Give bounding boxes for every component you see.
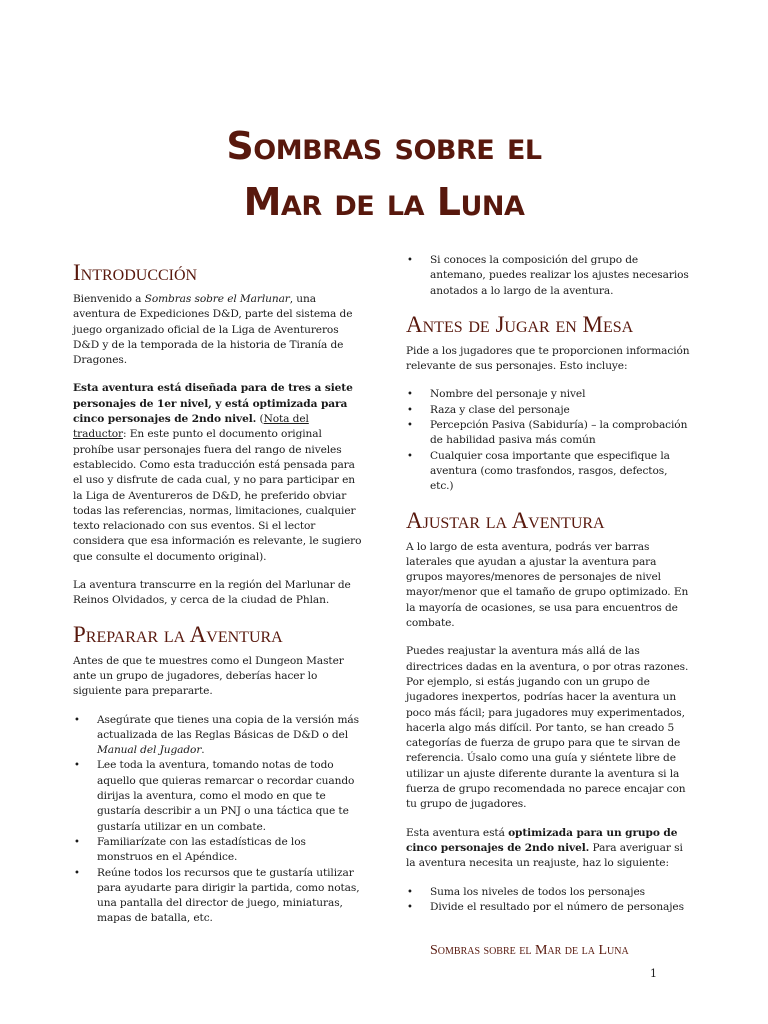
list-item-text: Familiarízate con las estadísticas de los monstruos en el Apéndice. [97,835,306,864]
list-item-text: Cualquier cosa importante que especifique la aventura (como trasfondos, rasgos, defectos, etc.) [430,449,670,493]
bullet-icon: • [407,404,413,416]
intro-paragraph-2 [73,381,363,565]
bullet-icon: • [74,836,80,848]
section-heading-antes-de-jugar: Antes de Jugar en Mesa [406,311,634,337]
prep-bullet-list-continued [406,253,694,299]
prep-paragraph-1: Antes de que te muestres como el Dungeon Master ante un grupo de jugadores, deberías hacer lo siguiente para prepararte. [73,654,344,698]
left-column [73,250,363,940]
bullet-icon: • [74,760,80,772]
list-item [406,387,694,402]
page-number: 1 [650,967,657,980]
bullet-icon: • [74,714,80,726]
list-item [406,418,694,449]
footer-title: Sombras sobre el Mar de la Luna [430,943,629,958]
ajustar-p3-text-end: Para averiguar si la aventura necesita un reajuste, haz lo siguiente: [406,841,683,870]
list-item [73,866,363,927]
list-item-text: Raza y clase del personaje [430,403,570,416]
intro-paragraph-3: La aventura transcurre en la región del Marlunar de Reinos Olvidados, y cerca de la ciudad de Phlan. [73,579,351,607]
list-item [406,885,694,900]
bullet-icon: • [407,389,413,401]
list-item-text: Divide el resultado por el número de personajes [430,900,684,913]
list-item-text: Asegúrate que tienes una copia de la versión más actualizada de las Reglas Básicas de D&D o del [97,713,359,741]
section-heading-ajustar: Ajustar la Aventura [406,507,605,533]
ajustar-paragraph-2: Puedes reajustar la aventura más allá de las directrices dadas en la aventura, o por otras razones. Por ejemplo, si estás jugando con un grupo de jugadores inexpertos, podrías hacer la aventura un poco más fácil; para jugadores muy experimentados, hacerla algo más difícil. Por tanto, se han creado 5 categorías de fuerza de grupo para que te sirvan de referencia. Úsalo como una guía y siéntete libre de utilizar un ajuste diferente durante la aventura si la fuerza de grupo recomendada no parece encajar con tu grupo de jugadores. [406,645,689,811]
ajustar-bullet-list [406,885,694,916]
section-heading-introduccion: Introducción [73,260,198,285]
list-item [73,713,363,759]
bullet-icon: • [407,450,413,462]
intro-p1-text-end: , una aventura de Expediciones D&D, parte del sistema de juego organizado oficial de la Liga de Aventureros D&D y de la temporada de la historia de Tiranía de Dragones. [73,293,353,367]
bullet-icon: • [407,420,413,432]
document-title-line-1: Sombras sobre el [226,124,542,168]
ajustar-paragraph-1: A lo largo de esta aventura, podrás ver barras laterales que ayudan a ajustar la aventura para grupos mayores/menores de personajes de nivel mayor/menor que el tamaño de grupo optimizado. En la mayoría de ocasiones, se usa para encuentros de combate. [406,540,689,630]
document-title-line-2: Mar de la Luna [243,180,525,224]
intro-paragraph-1 [73,292,363,368]
list-item-text: Reúne todos los recursos que te gustaría utilizar para ayudarte para dirigir la partida, como notas, una pantalla del director de juego, miniaturas, mapas de batalla, etc. [97,866,360,925]
book-title-italic: Manual del Jugador [97,744,202,757]
list-item-text-end: . [201,744,205,757]
ajustar-paragraph-3 [406,826,694,872]
list-item [73,835,363,866]
antes-bullet-list [406,387,694,494]
antes-paragraph-1: Pide a los jugadores que te proporcionen información relevante de sus personajes. Esto incluye: [406,344,690,373]
list-item [406,403,694,418]
list-item [73,758,363,834]
list-item-text: Suma los niveles de todos los personajes [430,885,645,898]
ajustar-p3-text: Esta aventura está [406,826,509,839]
bullet-icon: • [407,255,413,266]
intro-p2-bold: Esta aventura está diseñada para de tres a siete personajes de 1er nivel, y está optimizada para cinco personajes de 2ndo nivel. [73,382,353,426]
prep-bullet-list [73,713,363,927]
section-heading-preparar: Preparar la Aventura [73,621,283,647]
list-item [406,900,694,915]
ajustar-p3-bold: optimizada para un grupo de cinco personajes de 2ndo nivel. [406,826,678,854]
list-item [406,253,694,299]
bullet-icon: • [74,867,80,879]
list-item [406,449,694,495]
list-item-text: Si conoces la composición del grupo de antemano, puedes realizar los ajustes necesarios anotados a lo largo de la aventura. [430,254,689,297]
bullet-icon: • [407,901,413,913]
intro-p2-rest: : En este punto el documento original prohíbe usar personajes fuera del rango de niveles establecido. Como esta traducción está pensada para el uso y disfrute de cada cual, y no para participar en la Liga de Aventureros de D&D, he preferido obviar todas las referencias, normas, limitaciones, cualquier texto relacionado con sus eventos. Si el lector considera que esa información es relevante, le sugiero que consulte el documento original). [73,428,362,563]
intro-p1-text: Bienvenido a [73,293,145,305]
list-item-text: Percepción Pasiva (Sabiduría) – la comprobación de habilidad pasiva más común [430,419,688,447]
intro-p2-paren: ( [256,413,264,426]
adventure-title-italic: Sombras sobre el Marlunar [144,293,290,305]
list-item-text: Lee toda la aventura, tomando notas de todo aquello que quieras remarcar o recordar cuando dirijas la aventura, como el modo en que te gustaría describir a un PNJ o una táctica que te gustaría utilizar en un combate. [97,759,355,833]
right-column [406,253,694,928]
bullet-icon: • [407,886,413,898]
translator-note-label: Nota del traductor [73,413,309,441]
list-item-text: Nombre del personaje y nivel [430,388,586,401]
document-title [0,118,768,230]
